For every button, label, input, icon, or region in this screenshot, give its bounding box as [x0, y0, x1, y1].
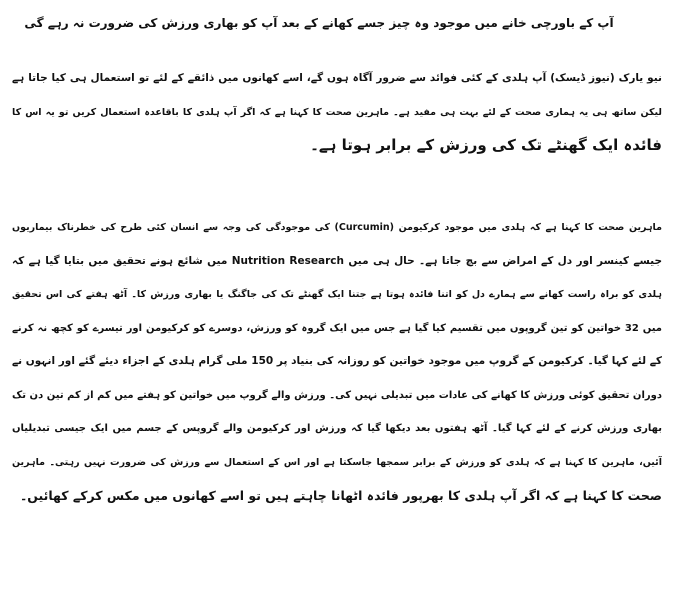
paragraph-line: صحت کا کہنا ہے کہ اگر آپ ہلدی کا بھرپور فائدہ اٹھانا چاہتے ہیں تو اسے کھانوں میں مکس کرکے کھائیں۔: [19, 488, 662, 503]
paragraph-line: فائدہ ایک گھنٹے تک کی ورزش کے برابر ہوتا ہے۔: [310, 136, 662, 154]
paragraph-line: آئیں، ماہرین کا کہنا ہے کہ ہلدی کو ورزش کے برابر سمجھا جاسکتا ہے اور اس کے استعمال سے ورزش کی ضرورت نہیں رہتی۔ ماہرین: [12, 456, 662, 468]
paragraph-line: جیسے کینسر اور دل کے امراض سے بچ جاتا ہے۔ حال ہی میں Nutrition Research میں شائع ہونے تحقیق میں بتایا گیا ہے کہ: [12, 254, 662, 267]
paragraph-line: ہلدی کو براہ راست کھانے سے ہمارے دل کو اتنا فائدہ ہوتا ہے جتنا ایک گھنٹے تک کی جاگنگ یا بھاری ورزش کا۔ آٹھ ہفتے کی اس تحقیق: [12, 289, 662, 300]
article-paragraph-body: [12, 211, 662, 513]
paragraph-line: بھاری ورزش کرنے کے لئے کہا گیا۔ آٹھ ہفتوں بعد دیکھا گیا کہ ورزش اور کرکیومن والے گروپس کے جسم میں ایک جیسی تبدیلیاں: [12, 423, 662, 434]
paragraph-line: نیو یارک (نیوز ڈیسک) آپ ہلدی کے کئی فوائد سے ضرور آگاہ ہوں گے، اسے کھانوں میں ذائقے کے لئے تو استعمال ہی کیا جاتا ہے: [12, 72, 662, 84]
paragraph-line: میں 32 خواتین کو تین گروپوں میں تقسیم کیا گیا ہے جس میں ایک گروہ کو ورزش، دوسرے کو کرکیومن اور تیسرے کو کچھ نہ کرنے: [12, 322, 662, 334]
paragraph-line: ماہرین صحت کا کہنا ہے کہ ہلدی میں موجود کرکیومن (Curcumin) کی موجودگی کی وجہ سے انسان کئی طرح کی خطرناک بیماریوں: [12, 222, 662, 233]
paragraph-line: لیکن ساتھ ہی یہ ہماری صحت کے لئے بہت ہی مفید ہے۔ ماہرین صحت کا کہنا ہے کہ اگر آپ ہلدی کا باقاعدہ استعمال کریں تو یہ اس کا: [12, 106, 662, 118]
paragraph-line: دوران تحقیق کوئی ورزش کا کھانے کی عادات میں تبدیلی نہیں کی۔ ورزش والے گروپ میں خواتین کو ہفتے میں کم از کم تین دن تک: [12, 389, 662, 401]
article-headline: آپ کے باورچی خانے میں موجود وہ چیز جسے کھانے کے بعد آپ کو بھاری ورزش کی ضرورت نہ رہے گی: [24, 16, 614, 30]
paragraph-line: کے لئے کہا گیا۔ کرکیومن کے گروپ میں موجود خواتین کو روزانہ کی بنیاد پر 150 ملی گرام ہلدی کے اجزاء دیئے گئے اور انہوں نے: [12, 355, 662, 367]
article-paragraph-intro: [12, 62, 662, 163]
